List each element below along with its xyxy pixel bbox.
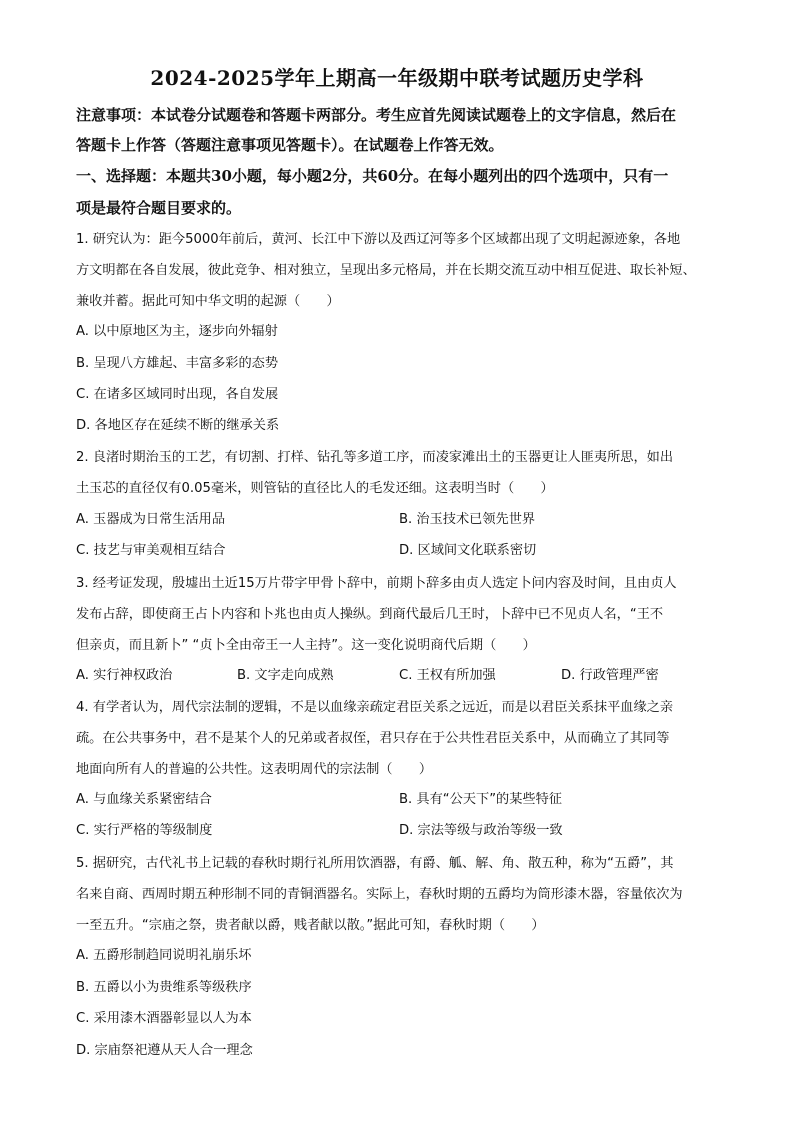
notice-block bbox=[76, 100, 726, 160]
question-1-option-b[interactable]: B. 呈现八方雄起、丰富多彩的态势 bbox=[76, 356, 279, 371]
question-4-option-b[interactable]: B. 具有“公天下”的某些特征 bbox=[399, 792, 562, 807]
question-line: 5. 据研究，古代礼书上记载的春秋时期行礼所用饮酒器，有爵、觚、解、角、散五种，称为“五爵”，其 bbox=[76, 856, 674, 871]
question-5-option-d[interactable]: D. 宗庙祭祀遵从天人合一理念 bbox=[76, 1043, 253, 1058]
question-5-option-a[interactable]: A. 五爵形制趋同说明礼崩乐坏 bbox=[76, 948, 252, 963]
question-2-stem bbox=[76, 442, 726, 504]
question-4-stem bbox=[76, 692, 726, 785]
question-line: 2. 良渚时期治玉的工艺，有切割、打样、钻孔等多道工序，而凌家滩出土的玉器更让人匪夷所思，如出 bbox=[76, 450, 674, 465]
question-3-option-c[interactable]: C. 王权有所加强 bbox=[399, 668, 496, 683]
question-4-option-c[interactable]: C. 实行严格的等级制度 bbox=[76, 823, 213, 838]
question-line: 3. 经考证发现，殷墟出土近15万片带字甲骨卜辞中，前期卜辞多由贞人选定卜问内容及时间，且由贞人 bbox=[76, 576, 677, 591]
question-2-option-d[interactable]: D. 区域间文化联系密切 bbox=[399, 543, 537, 558]
question-1-stem bbox=[76, 224, 726, 317]
question-line: 方文明都在各自发展，彼此竞争、相对独立，呈现出多元格局，并在长期交流互动中相互促进、取长补短、 bbox=[76, 263, 696, 278]
question-line: 名来自商、西周时期五种形制不同的青铜酒器名。实际上，春秋时期的五爵均为筒形漆木器，容量依次为 bbox=[76, 887, 683, 902]
question-3-stem bbox=[76, 568, 726, 661]
question-line: 4. 有学者认为，周代宗法制的逻辑，不是以血缘亲疏定君臣关系之远近，而是以君臣关系抹平血缘之亲 bbox=[76, 700, 674, 715]
question-3-option-b[interactable]: B. 文字走向成熟 bbox=[237, 668, 334, 683]
section-heading bbox=[76, 160, 726, 224]
question-2-option-a[interactable]: A. 玉器成为日常生活用品 bbox=[76, 512, 226, 527]
question-5-stem bbox=[76, 848, 726, 941]
question-5-option-c[interactable]: C. 采用漆木酒器彰显以人为本 bbox=[76, 1011, 252, 1026]
question-line: 一至五升。“宗庙之祭，贵者献以爵，贱者献以散。”据此可知，春秋时期（ ） bbox=[76, 918, 545, 933]
question-1-option-d[interactable]: D. 各地区存在延续不断的继承关系 bbox=[76, 418, 280, 433]
notice-line: 注意事项：本试卷分试题卷和答题卡两部分。考生应首先阅读试题卷上的文字信息，然后在 bbox=[76, 106, 677, 124]
page-title: 2024-2025学年上期高一年级期中联考试题历史学科 bbox=[150, 66, 644, 90]
question-line: 发布占辞，即使商王占卜内容和卜兆也由贞人操纵。到商代最后几王时，卜辞中已不见贞人名，“王不 bbox=[76, 607, 664, 622]
question-line: 疏。在公共事务中，君不是某个人的兄弟或者叔侄，君只存在于公共性君臣关系中，从而确立了其同等 bbox=[76, 731, 670, 746]
section-line: 项是最符合题目要求的。 bbox=[76, 199, 242, 217]
question-line: 土玉芯的直径仅有0.05毫米，则管钻的直径比人的毛发还细。这表明当时（ ） bbox=[76, 481, 554, 496]
question-line: 1. 研究认为：距今5000年前后，黄河、长江中下游以及西辽河等多个区域都出现了文明起源迹象，各地 bbox=[76, 232, 681, 247]
question-4-option-a[interactable]: A. 与血缘关系紧密结合 bbox=[76, 792, 212, 807]
question-3-option-a[interactable]: A. 实行神权政治 bbox=[76, 668, 173, 683]
question-1-option-c[interactable]: C. 在诸多区域同时出现，各自发展 bbox=[76, 387, 279, 402]
question-line: 地面向所有人的普遍的公共性。这表明周代的宗法制（ ） bbox=[76, 762, 433, 777]
question-3-option-d[interactable]: D. 行政管理严密 bbox=[561, 668, 659, 683]
notice-line: 答题卡上作答（答题注意事项见答题卡）。在试题卷上作答无效。 bbox=[76, 136, 504, 154]
question-1-option-a[interactable]: A. 以中原地区为主，逐步向外辐射 bbox=[76, 324, 278, 339]
section-line: 一、选择题：本题共30小题，每小题2分，共60分。在每小题列出的四个选项中，只有一 bbox=[76, 167, 669, 185]
question-line: 兼收并蓄。据此可知中华文明的起源（ ） bbox=[76, 294, 340, 309]
question-5-option-b[interactable]: B. 五爵以小为贵维系等级秩序 bbox=[76, 980, 252, 995]
question-2-option-b[interactable]: B. 治玉技术已领先世界 bbox=[399, 512, 536, 527]
question-line: 但亲贞，而且新卜” “贞卜全由帝王一人主持”。这一变化说明商代后期（ ） bbox=[76, 638, 536, 653]
question-4-option-d[interactable]: D. 宗法等级与政治等级一致 bbox=[399, 823, 563, 838]
question-2-option-c[interactable]: C. 技艺与审美观相互结合 bbox=[76, 543, 226, 558]
